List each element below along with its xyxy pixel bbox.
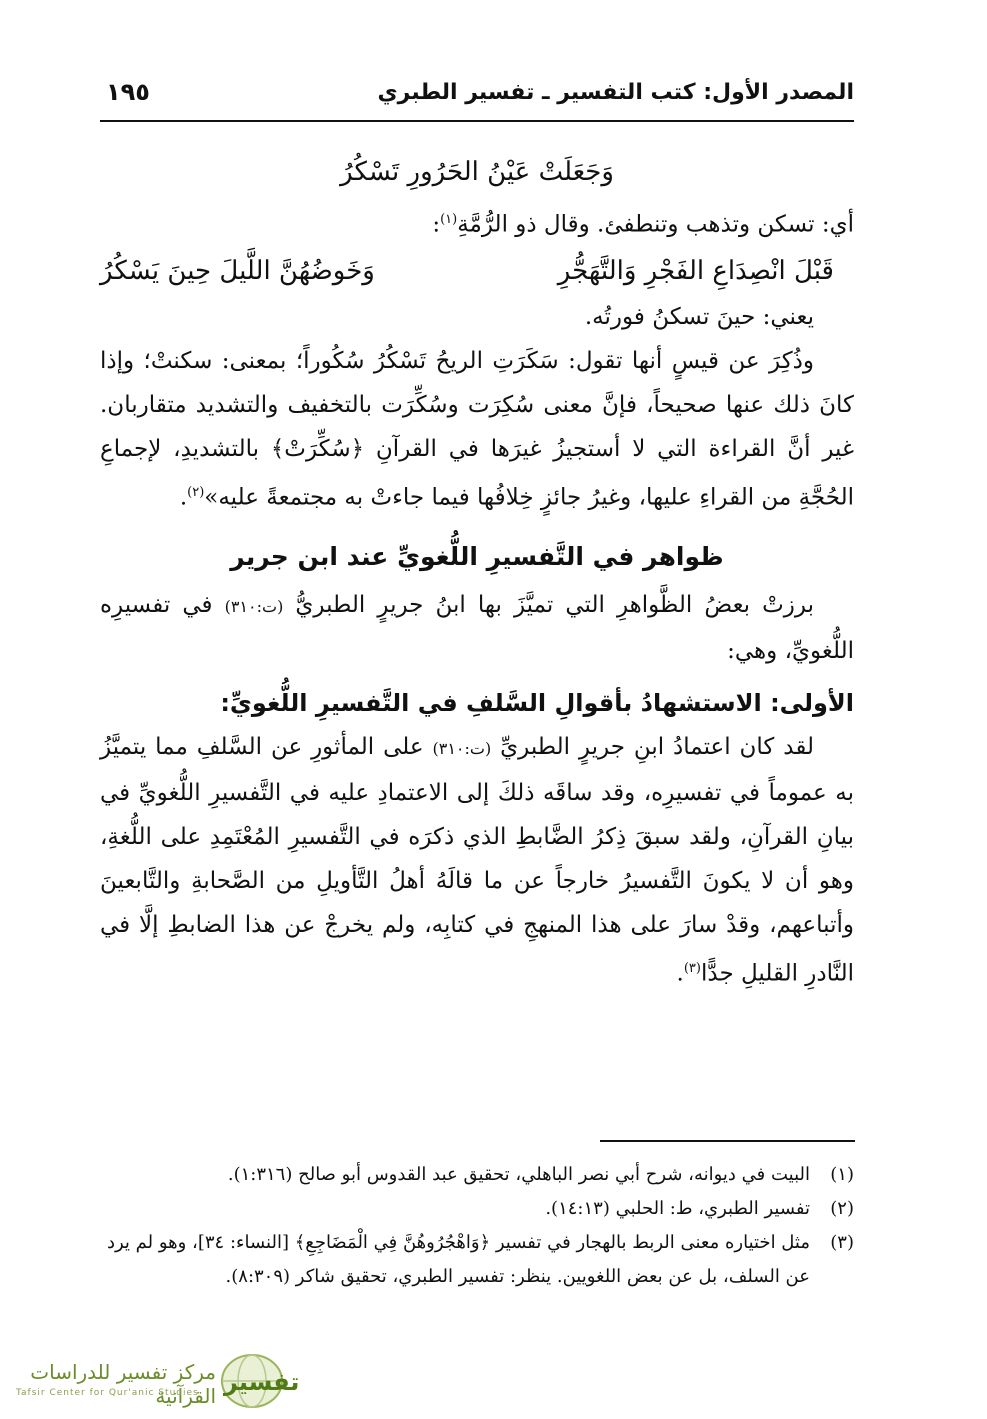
paragraph-5-end: . (676, 960, 684, 987)
page-number: ١٩٥ (106, 78, 150, 106)
paragraph-4-text-b: في تفسيرِه اللُّغويِّ، وهي: (100, 592, 854, 665)
footnote-1 (100, 1158, 854, 1192)
death-date-2: (ت:٣١٠) (432, 739, 492, 759)
paragraph-1 (100, 198, 854, 247)
couplet-second-hemistich: وَخَوضُهُنَّ اللَّيلَ حِينَ يَسْكُرُ (100, 255, 375, 286)
paragraph-1-text: أي: تسكن وتذهب وتنطفئ. وقال ذو الرُّمَّةِ (457, 211, 854, 238)
paragraph-4-text-a: برزتْ بعضُ الظَّواهرِ التي تميَّزَ بها ابنُ جريرٍ الطبريُّ (295, 592, 815, 619)
paragraph-3-text: وذُكِرَ عن قيسٍ أنها تقول: سَكَرَتِ الريحُ تَسْكُرُ سُكُوراً؛ بمعنى: سكنتْ؛ وإذا كانَ ذلك عنها صحيحاً، فإنَّ معنى سُكِرَت وسُكِّرَت بالتخفيف والتشديد متقاربان. غير أنَّ القراءة التي لا أستجيزُ غيرَها في القرآنِ ﴿سُكِّرَتْ﴾ بالتشديدِ، لإجماعِ الحُجَّةِ من القراءِ عليها، وغيرُ جائزٍ خِلافُها فيما جاءتْ به مجتمعةً عليه» (100, 347, 854, 511)
footnote-2 (100, 1192, 854, 1226)
footnotes (100, 1158, 854, 1294)
subsection-heading: الأولى: الاستشهادُ بأقوالِ السَّلفِ في التَّفسيرِ اللُّغويِّ: (220, 689, 854, 718)
footnote-text: تفسير الطبري، ط: الحلبي (١٤:١٣). (545, 1198, 810, 1219)
paragraph-2: يعني: حينَ تسكنُ فورتُه. (584, 303, 814, 330)
paragraph-5 (100, 725, 854, 996)
footnote-number: (٣) (830, 1232, 854, 1253)
paragraph-4 (100, 583, 854, 673)
logo-center-name-en: Tafsir Center for Qur'anic Studies (16, 1388, 199, 1398)
footnote-ref-3: (٣) (683, 961, 701, 977)
footnote-ref-1: (١) (440, 212, 458, 227)
footnote-number: (١) (830, 1164, 854, 1185)
paragraph-5-text-a: لقد كان اعتمادُ ابنِ جريرٍ الطبريِّ (500, 734, 814, 761)
couplet-first-hemistich: قَبْلَ انْصِدَاعِ الفَجْرِ وَالتَّهَجُّرِ (557, 255, 834, 286)
death-date: (ت:٣١٠) (224, 597, 284, 617)
logo-word: تفسير (224, 1368, 300, 1396)
logo-center-name: مركز تفسير للدراسات القرآنية (30, 1360, 216, 1408)
footnote-3 (100, 1226, 854, 1294)
paragraph-3 (100, 339, 854, 520)
page-header (100, 74, 854, 122)
section-heading: ظواهر في التَّفسيرِ اللُّغويِّ عند ابن جرير (230, 542, 724, 572)
verse-line: وَجَعَلَتْ عَيْنُ الحَرُورِ تَسْكُرُ (340, 157, 614, 187)
running-title: المصدر الأول: كتب التفسير ـ تفسير الطبري (377, 80, 854, 105)
poetry-couplet (100, 249, 854, 293)
paragraph-5-text-b: على المأثورِ عن السَّلفِ مما يتميَّزُ به عموماً في تفسيرِه، وقد ساقَه ذلكَ إلى الاعتمادِ عليه في التَّفسيرِ اللُّغويِّ في بيانِ القرآنِ، ولقد سبقَ ذِكرُ الضَّابطِ الذي ذكرَه في التَّفسيرِ المُعْتَمِدِ على اللُّغةِ، وهو أن لا يكونَ التَّفسيرُ خارجاً عن ما قالَهُ أهلُ التَّأويلِ من الصَّحابةِ والتَّابعينَ وأتباعهم، وقدْ سارَ على هذا المنهجِ في كتابِه، ولم يخرجْ عن هذا الضابطِ إلَّا في النَّادرِ القليلِ جدًّا (100, 734, 854, 987)
footnote-text: مثل اختياره معنى الربط بالهجار في تفسير ﴿وَاهْجُرُوهُنَّ فِي الْمَضَاجِعِ﴾ [النساء: ٣٤]، وهو لم يرد عن السلف، بل عن بعض اللغويين. ينظر: تفسير الطبري، تحقيق شاكر (٨:٣٠٩). (106, 1232, 810, 1287)
publisher-logo (10, 1352, 300, 1410)
footnote-text: البيت في ديوانه، شرح أبي نصر الباهلي، تحقيق عبد القدوس أبو صالح (١:٣١٦). (227, 1164, 810, 1185)
footnote-ref-2: (٢) (187, 484, 205, 500)
main-text (100, 150, 854, 996)
paragraph-3-end: . (179, 484, 188, 511)
paragraph-1-end: : (432, 211, 441, 238)
footnote-number: (٢) (830, 1198, 854, 1219)
footnote-divider (600, 1140, 855, 1142)
